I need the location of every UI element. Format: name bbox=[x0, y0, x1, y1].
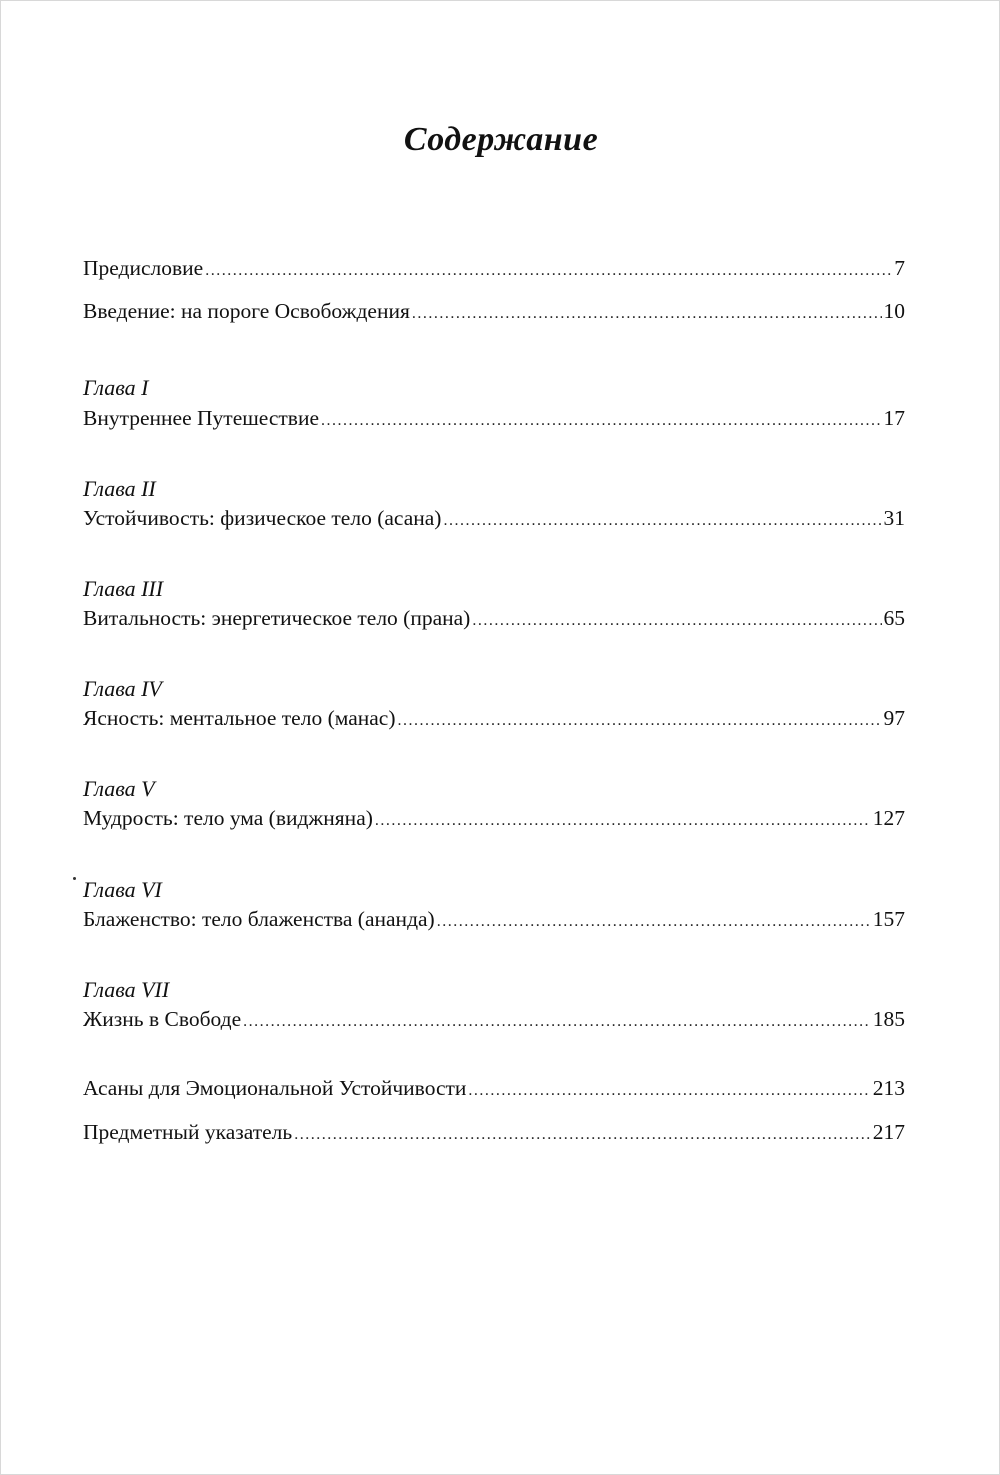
toc-page-number: 217 bbox=[872, 1120, 905, 1144]
toc-entry-chapter-2[interactable] bbox=[83, 504, 905, 535]
dot-leader bbox=[243, 1008, 871, 1036]
toc-entry-introduction[interactable] bbox=[83, 297, 905, 328]
dot-leader bbox=[472, 607, 881, 635]
toc-page-number: 7 bbox=[894, 256, 905, 280]
print-speck bbox=[73, 877, 76, 880]
toc-page-number: 10 bbox=[883, 299, 905, 323]
chapter-label: Глава I bbox=[83, 375, 149, 400]
toc-entry-title: Асаны для Эмоциональной Устойчивости bbox=[83, 1076, 467, 1100]
chapter-label: Глава III bbox=[83, 576, 164, 601]
dot-leader bbox=[321, 407, 881, 435]
toc-entry-title: Ясность: ментальное тело (манас) bbox=[83, 706, 396, 730]
toc-page-number: 213 bbox=[872, 1076, 905, 1100]
chapter-label: Глава II bbox=[83, 476, 156, 501]
toc-entry-chapter-7[interactable] bbox=[83, 1005, 905, 1036]
toc-entry-title: Предисловие bbox=[83, 256, 204, 280]
dot-leader bbox=[205, 257, 892, 285]
toc-page-number: 127 bbox=[872, 806, 905, 830]
toc-page-number: 17 bbox=[883, 406, 905, 430]
page-title: Содержание bbox=[403, 121, 599, 158]
toc-page-number: 97 bbox=[883, 706, 905, 730]
dot-leader bbox=[412, 300, 882, 328]
toc-page-number: 31 bbox=[883, 506, 905, 530]
dot-leader bbox=[443, 507, 881, 535]
toc-page-number: 65 bbox=[883, 606, 905, 630]
toc-page-number: 185 bbox=[872, 1007, 905, 1031]
dot-leader bbox=[375, 807, 871, 835]
toc-entry-title: Мудрость: тело ума (виджняна) bbox=[83, 806, 373, 830]
dot-leader bbox=[468, 1077, 870, 1105]
toc-entry-chapter-3[interactable] bbox=[83, 604, 905, 635]
toc-entry-title: Внутреннее Путешествие bbox=[83, 406, 320, 430]
toc-entry-chapter-1[interactable] bbox=[83, 404, 905, 435]
toc-entry-preface[interactable] bbox=[83, 254, 905, 285]
chapter-label: Глава V bbox=[83, 776, 155, 801]
toc-entry-chapter-5[interactable] bbox=[83, 804, 905, 835]
toc-entry-title: Введение: на пороге Освобождения bbox=[83, 299, 410, 323]
toc-entry-title: Устойчивость: физическое тело (асана) bbox=[83, 506, 442, 530]
toc-entry-chapter-4[interactable] bbox=[83, 704, 905, 735]
dot-leader bbox=[437, 908, 871, 936]
chapter-label: Глава IV bbox=[83, 676, 162, 701]
toc-entry-title: Блаженство: тело блаженства (ананда) bbox=[83, 907, 435, 931]
dot-leader bbox=[294, 1121, 871, 1149]
toc-entry-asanas[interactable] bbox=[83, 1074, 905, 1105]
chapter-label: Глава VI bbox=[83, 877, 162, 902]
toc-entry-title: Предметный указатель bbox=[83, 1120, 293, 1144]
toc-entry-chapter-6[interactable] bbox=[83, 905, 905, 936]
toc-entry-title: Витальность: энергетическое тело (прана) bbox=[83, 606, 471, 630]
toc-entry-title: Жизнь в Свободе bbox=[83, 1007, 242, 1031]
chapter-label: Глава VII bbox=[83, 977, 170, 1002]
toc-page-number: 157 bbox=[872, 907, 905, 931]
dot-leader bbox=[398, 707, 882, 735]
toc-entry-index[interactable] bbox=[83, 1118, 905, 1149]
